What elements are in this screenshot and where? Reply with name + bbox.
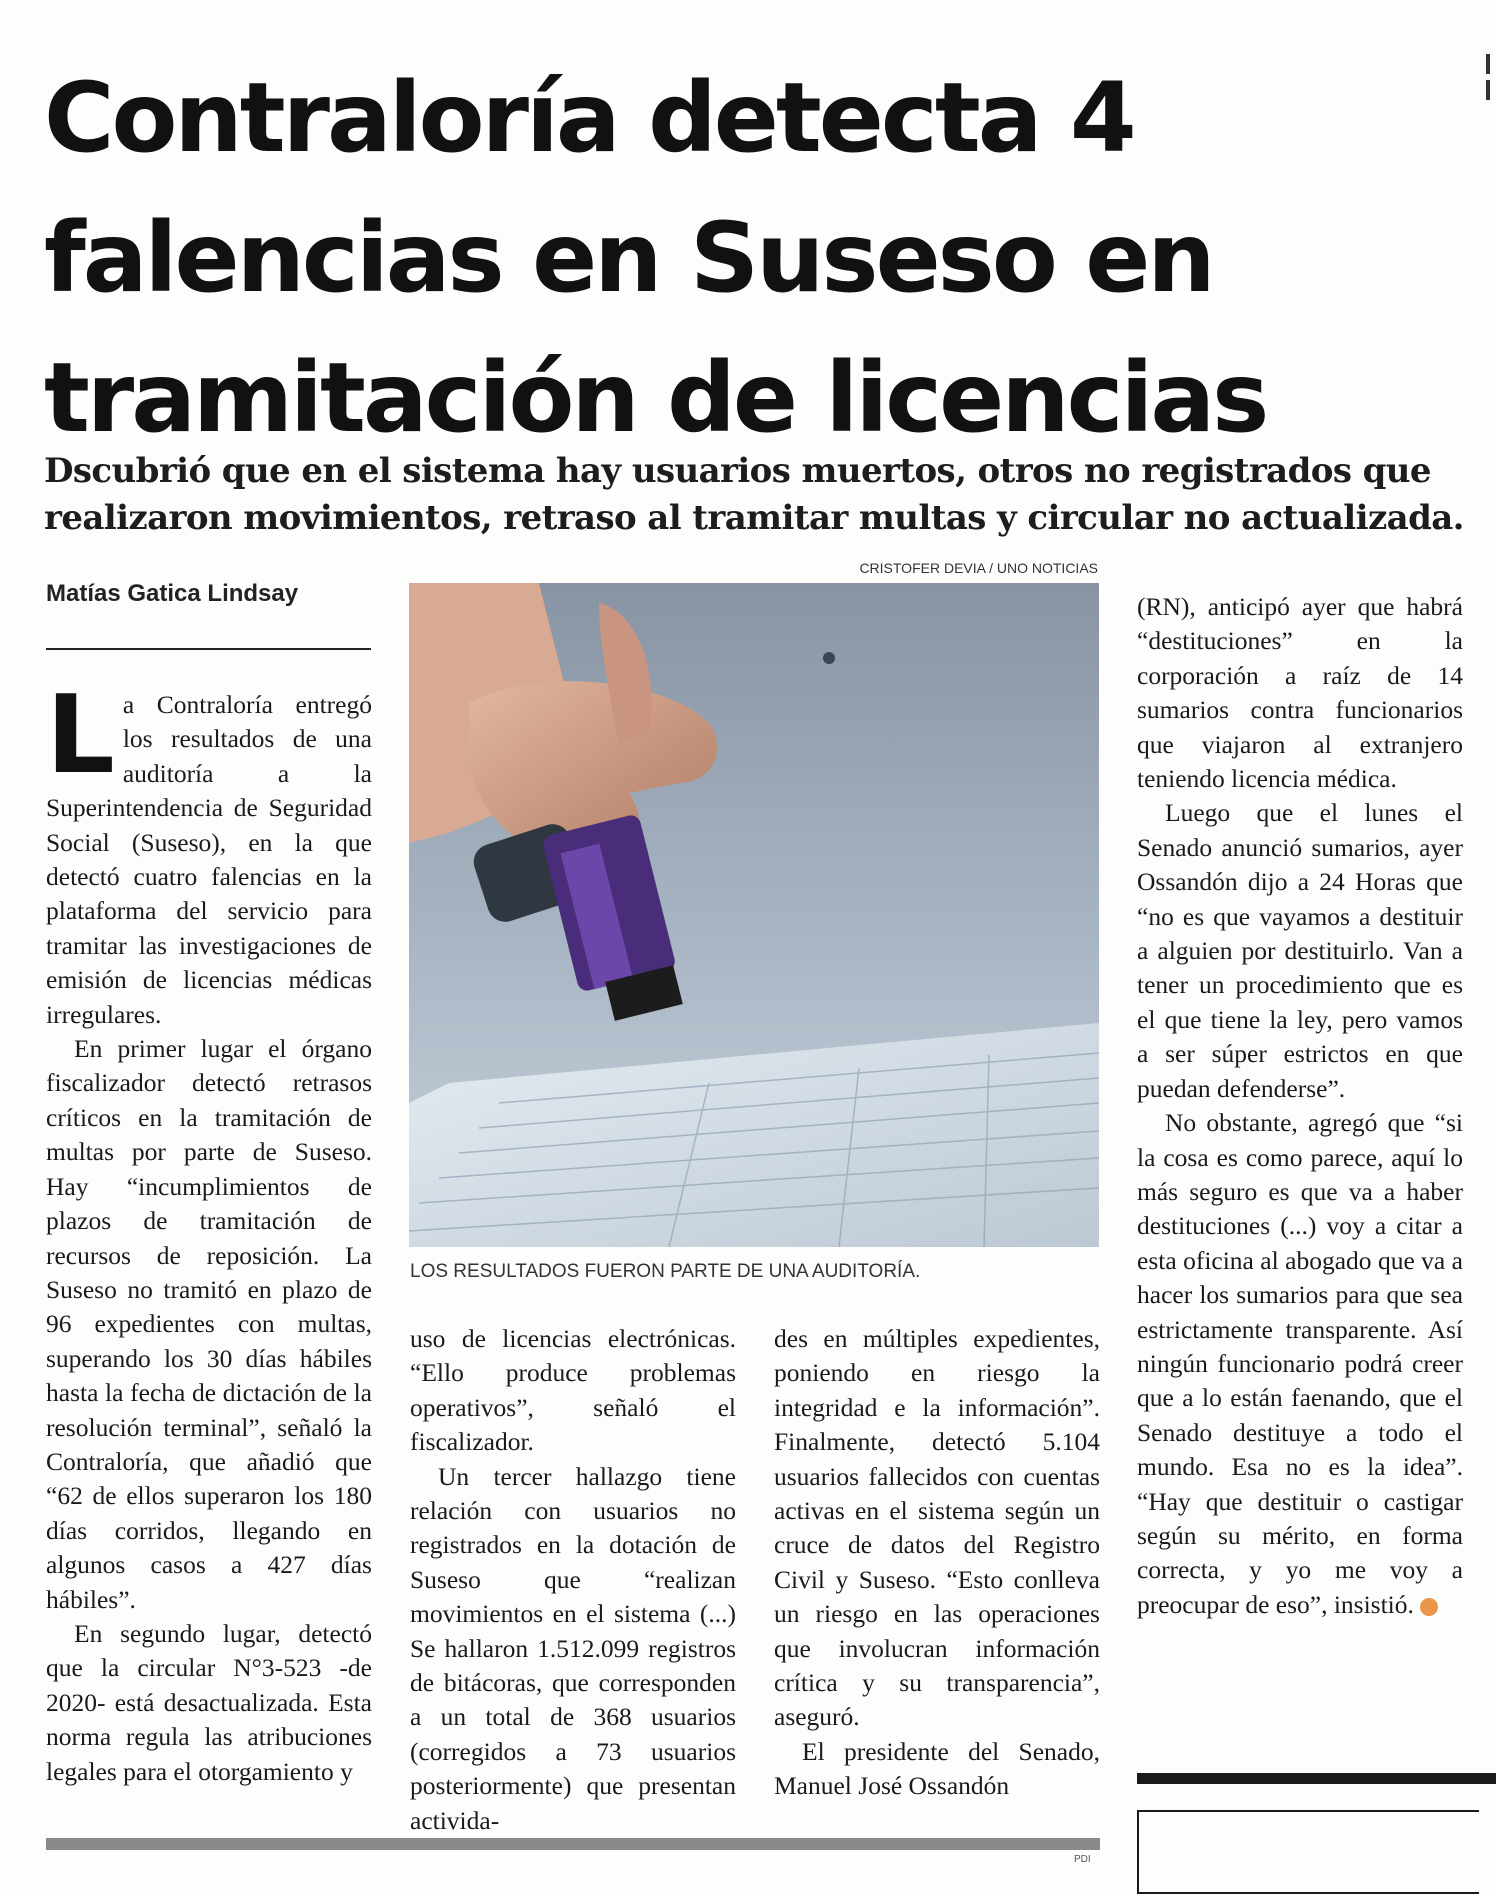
headline-line-3: tramitación de licencias bbox=[44, 342, 1267, 454]
headline bbox=[44, 48, 1444, 468]
byline: Matías Gatica Lindsay bbox=[46, 580, 299, 607]
article-column-3 bbox=[774, 1322, 1100, 1804]
paragraph-2: En primer lugar el órgano fiscalizador detectó retrasos críticos en la tramitación de multas por parte de Suseso. Hay “incumplimientos de plazos de tramitación de recursos de reposición. La Suseso no tramitó en plazo de 96 expedientes con multas, superando los 30 días hábiles hasta la fecha de dictación de la resolución terminal”, señaló la Contraloría, que añadió que “62 de ellos superaron los 180 días corridos, llegando en algunos casos a 427 días hábiles”. bbox=[46, 1034, 372, 1614]
end-mark-icon: ✪ bbox=[1420, 1598, 1438, 1616]
paragraph-4: uso de licencias electrónicas. “Ello produce problemas operativos”, señaló el fiscalizador. bbox=[410, 1324, 736, 1457]
article-column-2 bbox=[410, 1322, 736, 1838]
paragraph-3: En segundo lugar, detectó que la circular N°3-523 -de 2020- está desactualizada. Esta norma regula las atribuciones legales para el otorgamiento y bbox=[46, 1618, 372, 1786]
adjacent-box-frame bbox=[1137, 1810, 1479, 1894]
paragraph-6: des en múltiples expedientes, poniendo en riesgo la integridad e la información”. Finalmente, detectó 5.104 usuarios fallecidos con cuentas activas en el sistema según un cruce de datos del Registro Civil y Suseso. “Esto conlleva un riesgo en las operaciones que involucran información crítica y su transparencia”, aseguró. bbox=[774, 1324, 1100, 1732]
bottom-rule bbox=[46, 1838, 1100, 1850]
right-column-divider bbox=[1137, 1773, 1496, 1784]
subheadline-line-1: Dscubrió que en el sistema hay usuarios muertos, otros no registrados que bbox=[44, 451, 1431, 491]
subheadline-line-2: realizaron movimientos, retraso al tramitar multas y circular no actualizada. bbox=[44, 498, 1464, 538]
footer-mark: PDI bbox=[1074, 1854, 1091, 1865]
photo-caption: LOS RESULTADOS FUERON PARTE DE UNA AUDITORÍA. bbox=[410, 1261, 921, 1282]
paragraph-1 bbox=[46, 673, 372, 1032]
article-column-1 bbox=[46, 673, 372, 1789]
headline-line-1: Contraloría detecta 4 bbox=[44, 62, 1134, 174]
page-edge-mark bbox=[1480, 48, 1496, 108]
byline-divider bbox=[46, 648, 371, 650]
headline-line-2: falencias en Suseso en bbox=[44, 202, 1213, 314]
subheadline bbox=[44, 448, 1464, 542]
drop-cap: L bbox=[46, 673, 115, 798]
photo-credit: CRISTOFER DEVIA / UNO NOTICIAS bbox=[859, 560, 1098, 576]
paragraph-10-text: No obstante, agregó que “si la cosa es como parece, aquí lo más seguro es que va a haber destituciones (...) voy a citar a esta oficina al abogado que va a hacer los sumarios para que sea estrictamente transparente. Así ningún funcionario podrá creer que a lo están faenando, que el Senado destituye a todo el mundo. Esa no es la idea”. “Hay que destituir o castigar según su mérito, en forma correcta, y yo me voy a preocupar de eso”, insistió. bbox=[1137, 1108, 1463, 1619]
stamp-photo-illustration bbox=[409, 583, 1099, 1247]
paragraph-9: Luego que el lunes el Senado anunció sumarios, ayer Ossandón dijo a 24 Horas que “no es que vayamos a destituir a alguien por destituirlo. Van a tener un procedimiento que es el que tiene la ley, pero vamos a ser súper estrictos en que puedan defenderse”. bbox=[1137, 798, 1463, 1103]
paragraph-7: El presidente del Senado, Manuel José Ossandón bbox=[774, 1736, 1100, 1801]
article-column-4 bbox=[1137, 590, 1463, 1622]
paragraph-8: (RN), anticipó ayer que habrá “destituciones” en la corporación a raíz de 14 sumarios contra funcionarios que viajaron al extranjero teniendo licencia médica. bbox=[1137, 592, 1463, 794]
paragraph-5: Un tercer hallazgo tiene relación con usuarios no registrados en la dotación de Suseso que “realizan movimientos en el sistema (...) Se hallaron 1.512.099 registros de bitácoras, que corresponden a un total de 368 usuarios (corregidos a 73 usuarios posteriormente) que presentan activida- bbox=[410, 1461, 736, 1835]
article-photo bbox=[409, 583, 1099, 1247]
paragraph-10 bbox=[1137, 1106, 1463, 1622]
paragraph-1-text: a Contraloría entregó los resultados de una auditoría a la Superintendencia de Seguridad Social (Suseso), en la que detectó cuatro falencias en la plataforma del servicio para tramitar las investigaciones de emisión de licencias médicas irregulares. bbox=[46, 690, 372, 1029]
